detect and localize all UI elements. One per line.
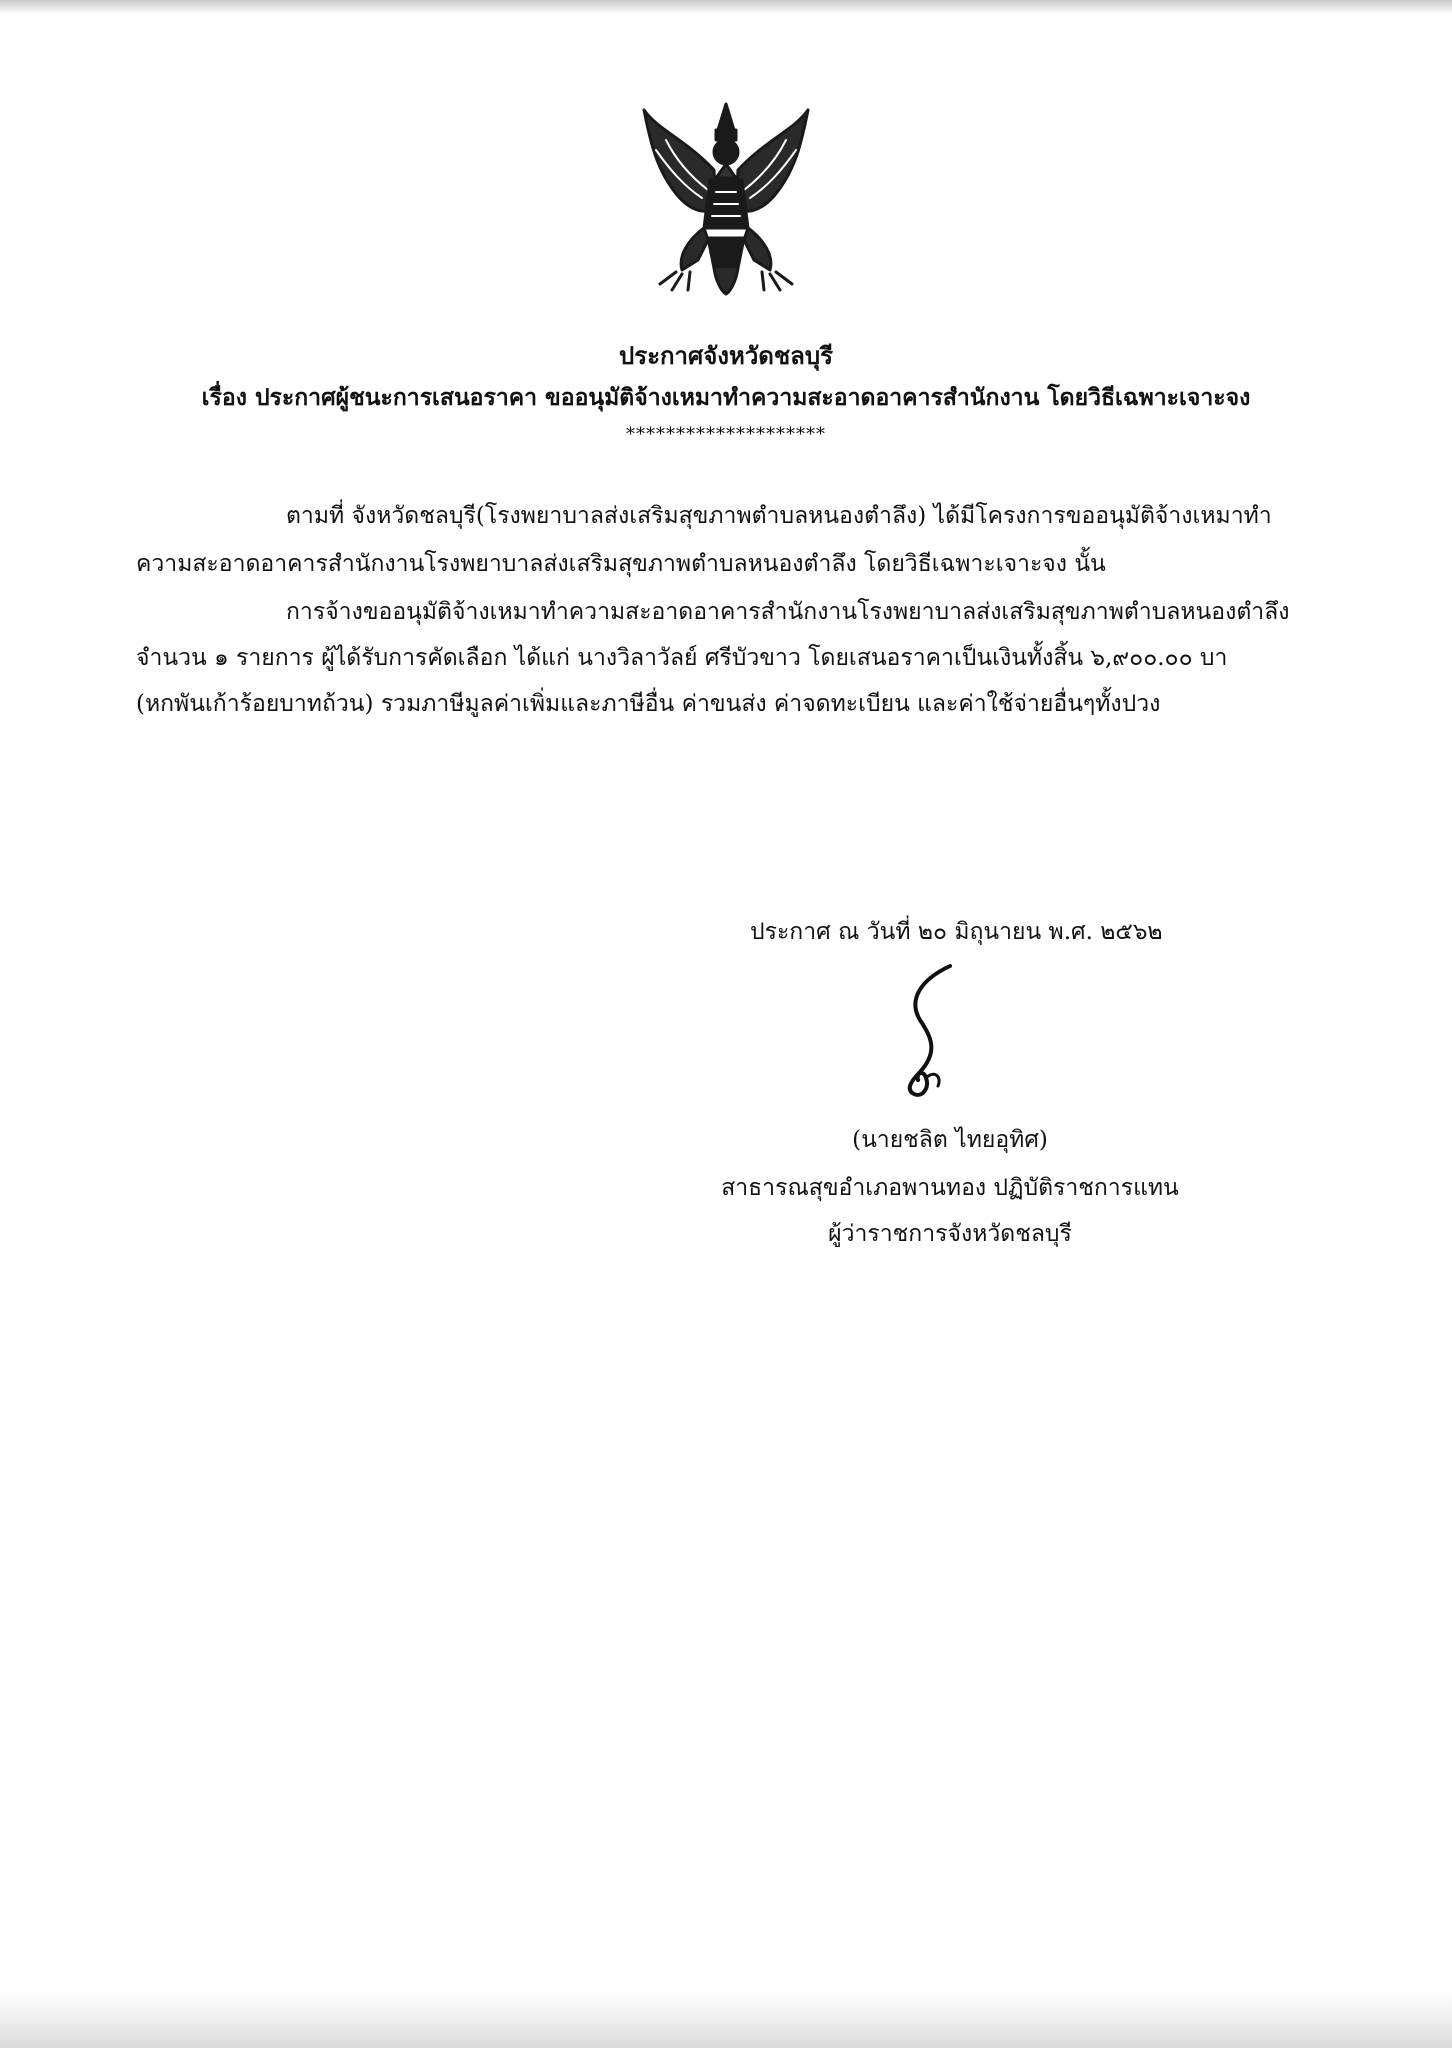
garuda-emblem-icon [636,100,816,296]
body-paragraph-line: จำนวน ๑ รายการ ผู้ได้รับการคัดเลือก ได้แก่ นางวิลาวัลย์ ศรีบัวขาว โดยเสนอราคาเป็นเงินทั้งสิ้น ๖,๙๐๐.๐๐ บา [136,645,1228,671]
separator-line: ******************** [626,424,826,445]
body-paragraph-line: การจ้างขออนุมัติจ้างเหมาทำความสะอาดอาคารสำนักงานโรงพยาบาลส่งเสริมสุขภาพตำบลหนองตำลึง [286,599,1290,625]
body-paragraph-line: ตามที่ จังหวัดชลบุรี(โรงพยาบาลส่งเสริมสุขภาพตำบลหนองตำลึง) ได้มีโครงการขออนุมัติจ้างเหมาทำ [286,503,1272,529]
body-paragraph-line: (หกพันเก้าร้อยบาทถ้วน) รวมภาษีมูลค่าเพิ่มและภาษีอื่น ค่าขนส่ง ค่าจดทะเบียน และค่าใช้จ่ายอื่นๆทั้งปวง [136,691,1161,717]
signer-position-governor: ผู้ว่าราชการจังหวัดชลบุรี [828,1221,1072,1247]
scan-edge-bottom [0,1990,1452,2048]
announcement-title: ประกาศจังหวัดชลบุรี [618,341,834,370]
body-paragraph-line: ความสะอาดอาคารสำนักงานโรงพยาบาลส่งเสริมสุขภาพตำบลหนองตำลึง โดยวิธีเฉพาะเจาะจง นั้น [136,551,1106,577]
signer-name: (นายชลิต ไทยอุทิศ) [852,1127,1048,1153]
announcement-date: ประกาศ ณ วันที่ ๒๐ มิถุนายน พ.ศ. ๒๕๖๒ [750,919,1163,945]
handwritten-signature [880,960,990,1100]
signer-position: สาธารณสุขอำเภอพานทอง ปฏิบัติราชการแทน [721,1175,1179,1201]
scan-edge-top [0,0,1452,14]
announcement-subject: เรื่อง ประกาศผู้ชนะการเสนอราคา ขออนุมัติจ้างเหมาทำความสะอาดอาคารสำนักงาน โดยวิธีเฉพาะเจาะจง [201,384,1251,411]
